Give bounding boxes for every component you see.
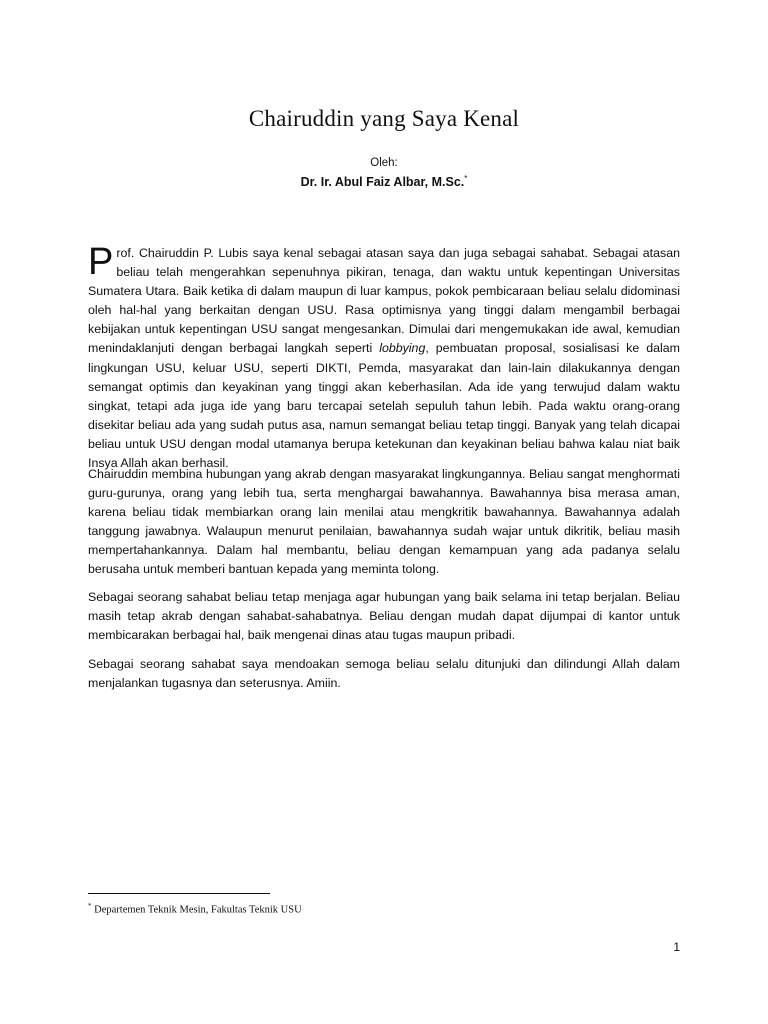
footnote-text: Departemen Teknik Mesin, Fakultas Teknik USU bbox=[91, 904, 302, 916]
paragraph-1-text-b: , pembuatan proposal, sosialisasi ke dalam lingkungan USU, keluar USU, seperti DIKTI, Pemda, masyarakat dan lain-lain dilakukannya dengan semangat optimis dan keyakinan yang tinggi akan keberhasilan. Ada ide yang terwujud dalam waktu singkat, tetapi ada juga ide yang baru tercapai setelah sepuluh tahun lebih. Pada waktu orang-orang disekitar beliau ada yang sudah putus asa, namun semangat beliau tetap tinggi. Banyak yang telah dicapai beliau untuk USU dengan modal utamanya berupa ketekunan dan keyakinan beliau bahwa kalau niat baik Insya Allah akan berhasil. bbox=[88, 341, 680, 471]
footnote-mark: * bbox=[88, 902, 92, 910]
document-title: Chairuddin yang Saya Kenal bbox=[248, 106, 520, 131]
paragraph-4 bbox=[88, 655, 680, 693]
paragraph-1 bbox=[88, 241, 680, 473]
paragraph-1-text-a: rof. Chairuddin P. Lubis saya kenal sebagai atasan saya dan juga sebagai sahabat. Sebagai atasan beliau telah mengerahkan sepenuhnya pikiran, tenaga, dan waktu untuk kepentingan Universitas Sumatera Utara. Baik ketika di dalam maupun di luar kampus, pokok pembicaraan beliau selalu didominasi oleh hal-hal yang berkaitan dengan USU. Rasa optimisnya yang tinggi dalam mengambil berbagai kebijakan untuk kepentingan USU sangat mengesankan. Dimulai dari mengemukakan ide awal, kemudian menindaklanjuti dengan berbagai langkah seperti bbox=[88, 246, 680, 356]
byline-label: Oleh: bbox=[370, 157, 398, 169]
paragraph-3-text: Sebagai seorang sahabat beliau tetap menjaga agar hubungan yang baik selama ini tetap berjalan. Beliau masih tetap akrab dengan sahabat-sahabatnya. Beliau dengan mudah dapat dijumpai di kantor untuk membicarakan berbagai hal, baik mengenai dinas atau tugas maupun pribadi. bbox=[88, 590, 680, 643]
paragraph-1-italic: lobbying bbox=[379, 341, 426, 356]
paragraph-2-text: Chairuddin membina hubungan yang akrab dengan masyarakat lingkungannya. Beliau sangat menghormati guru-gurunya, orang yang lebih tua, serta menghargai bawahannya. Bawahannya bisa merasa aman, karena beliau tidak membiarkan orang lain menilai atau mengkritik bawahannya. Bawahannya adalah tanggung jawabnya. Walaupun menurut penilaian, bawahannya sudah wajar untuk dikritik, beliau masih mempertahankannya. Dalam hal membantu, beliau dengan kemampuan yang ada padanya selalu berusaha untuk memberi bantuan kepada yang meminta tolong. bbox=[88, 467, 680, 577]
author-text: Dr. Ir. Abul Faiz Albar, M.Sc. bbox=[300, 175, 465, 190]
paragraph-4-text: Sebagai seorang sahabat saya mendoakan semoga beliau selalu ditunjuki dan dilindungi Allah dalam menjalankan tugasnya dan seterusnya. Amiin. bbox=[88, 657, 680, 691]
drop-cap: P bbox=[88, 241, 114, 283]
author-name bbox=[0, 174, 768, 189]
footnote bbox=[88, 902, 302, 916]
page-number: 1 bbox=[673, 940, 680, 954]
paragraph-2 bbox=[88, 465, 680, 580]
footnote-divider bbox=[88, 893, 270, 894]
paragraph-3 bbox=[88, 588, 680, 645]
author-footnote-mark: * bbox=[464, 174, 468, 183]
